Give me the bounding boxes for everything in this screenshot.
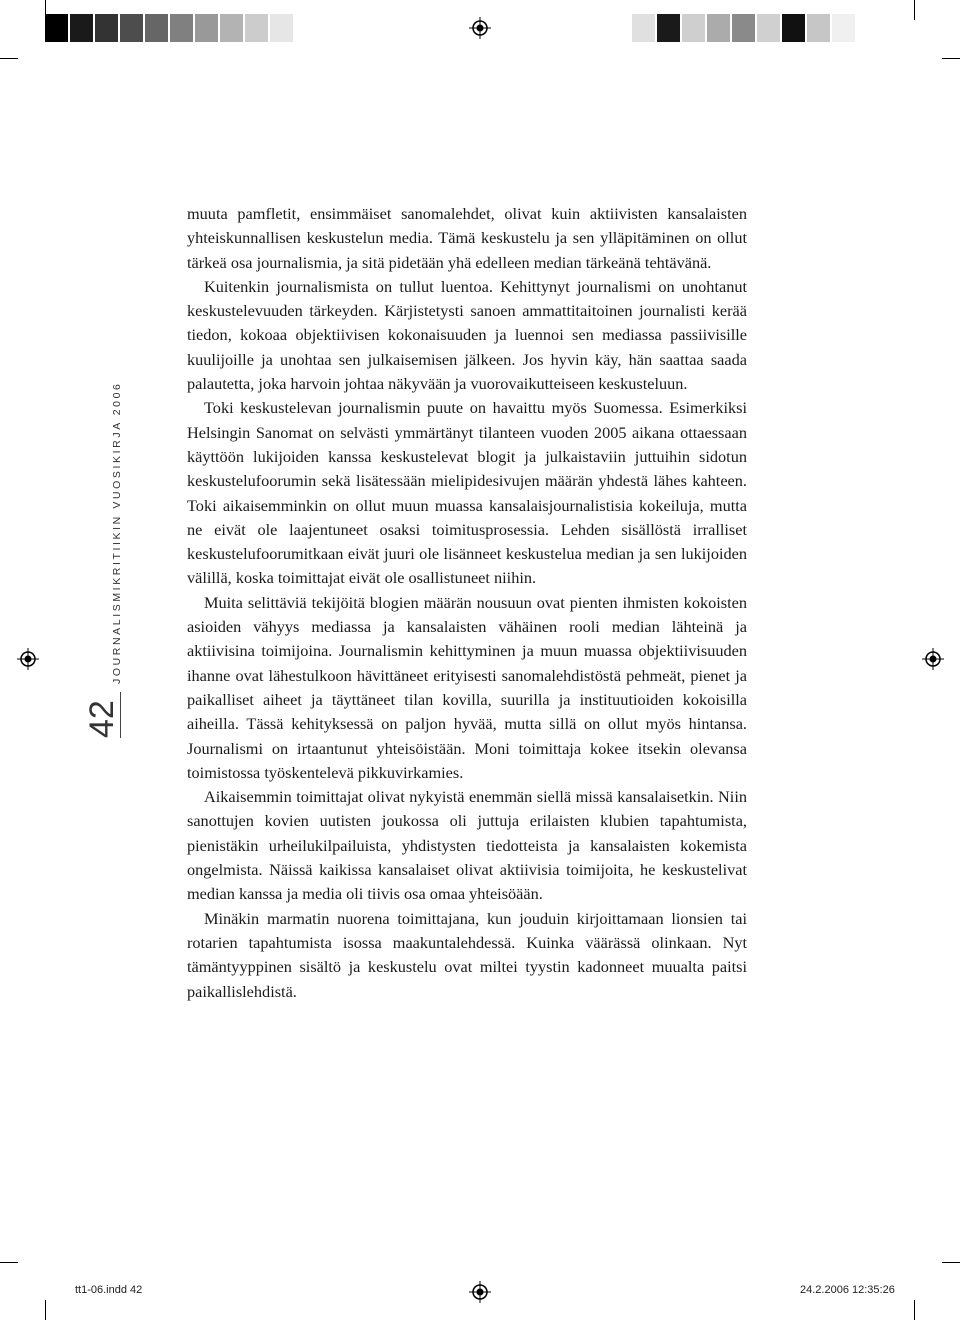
color-swatch (757, 14, 780, 42)
color-swatch (70, 14, 93, 42)
color-swatch (782, 14, 805, 42)
color-swatch (120, 14, 143, 42)
color-swatch (632, 14, 655, 42)
paragraph: Toki keskustelevan journalismin puute on havaittu myös Suomessa. Esimerkiksi Helsingin Sanomat on selvästi ymmärtänyt tilanteen vuoden 2005 aikana ottaessaan käyttöön lukijoiden kanssa keskustelevat blogit ja julkaistaviin juttuihin sidotun keskustelufoorumin sekä lisätessään mielipidesivujen määrän yhdestä lähes kahteen. Toki aikaisemminkin on ollut muun muassa kansalaisjournalistisia kokeiluja, mutta ne eivät ole laajentuneet osaksi toimitusprosessia. Lehden sisällöstä irralliset keskustelufoorumitkaan eivät juuri ole lisänneet keskustelua median ja sen lukijoiden välillä, koska toimittajat eivät ole osallistuneet niihin. (187, 398, 747, 588)
crop-mark (914, 0, 915, 20)
crop-mark (942, 1262, 960, 1263)
paragraph: Kuitenkin journalismista on tullut luentoa. Kehittynyt journalismi on unohtanut keskustelevuuden tärkeyden. Kärjistetysti sanoen ammattitaitoinen journalisti kerää tiedon, kokoaa objektiivisen kokonaisuuden ja luennoi sen mediassa passiivisille kuulijoille ja unohtaa sen julkaisemisen jälkeen. Jos hyvin käy, hän saattaa saada palautetta, joka harvoin johtaa näkyvään ja vuorovaikutteiseen keskusteluun. (187, 276, 747, 394)
color-swatch (245, 14, 268, 42)
crop-mark (914, 1300, 915, 1320)
color-swatch (657, 14, 680, 42)
color-swatch (170, 14, 193, 42)
paragraph: Muita selittäviä tekijöitä blogien määrän nousuun ovat pienten ihmisten kokoisten asioiden vähyys mediassa ja kansalaisten vähäinen rooli median lähteinä ja aktiivisina toimijoina. Journalismin kehittyminen ja muun muassa objektiivisuuden ihanne ovat lähestulkoon hävittäneet erityisesti sanomalehdistöstä pehmeät, pienet ja paikalliset aiheet ja täyttäneet tilan kovilla, suurilla ja instituutioiden kokoisilla aiheilla. Tässä kehityksessä on paljon hyvää, mutta sillä on ollut myös hintansa. Journalismi on irtaantunut yhteisöistään. Moni toimittaja kokee itsekin olevansa toimistossa työskentelevä pikkuvirkamies. (187, 592, 747, 782)
crop-mark (942, 58, 960, 59)
color-swatch (732, 14, 755, 42)
file-slug: tt1-06.indd 42 (75, 1284, 143, 1296)
registration-mark-icon (469, 1281, 491, 1303)
color-swatch (195, 14, 218, 42)
color-swatch (857, 14, 880, 42)
running-header: JOURNALISMIKRITIIKIN VUOSIKIRJA 2006 (111, 381, 123, 684)
crop-mark (45, 0, 46, 20)
paragraph: Minäkin marmatin nuorena toimittajana, kun jouduin kirjoittamaan lionsien tai rotarien tapahtumista isossa maakuntalehdessä. Kuinka väärässä olinkaan. Nyt tämäntyyppinen sisältö ja keskustelu ovat miltei tyystin kadonneet muualta paitsi paikallislehdistä. (187, 908, 747, 1001)
color-bar-left (45, 14, 320, 42)
crop-mark (45, 1300, 46, 1320)
color-swatch (295, 14, 318, 42)
color-swatch (95, 14, 118, 42)
color-swatch (145, 14, 168, 42)
body-text (187, 202, 747, 1004)
color-swatch (832, 14, 855, 42)
registration-mark-icon (922, 648, 944, 670)
registration-mark-icon (17, 648, 39, 670)
color-swatch (707, 14, 730, 42)
print-timestamp: 24.2.2006 12:35:26 (800, 1284, 895, 1296)
crop-mark (0, 58, 18, 59)
paragraph: Aikaisemmin toimittajat olivat nykyistä enemmän siellä missä kansalaisetkin. Niin sanottujen kovien uutisten joukossa oli juttuja erilaisten klubien tapahtumista, pienistäkin urheilukilpailuista, yhdistysten tiedotteista ja kansalaisten kokemista ongelmista. Näissä kaikissa kansalaiset olivat aktiivisia toimijoita, he keskustelivat median kanssa ja media oli tiivis osa omaa yhteisöään. (187, 787, 747, 904)
color-bar-right (632, 14, 882, 42)
color-swatch (45, 14, 68, 42)
paragraph: muuta pamfletit, ensimmäiset sanomalehdet, olivat kuin aktiivisten kansalaisten yhteiskunnallisen keskustelun media. Tämä keskustelu ja sen ylläpitäminen on ollut tärkeä osa journalismia, ja sitä pidetään yhä edelleen median tärkeänä tehtävänä. (187, 204, 747, 272)
page-number: 42 (83, 700, 121, 738)
color-swatch (220, 14, 243, 42)
color-swatch (682, 14, 705, 42)
registration-mark-icon (469, 17, 491, 39)
crop-mark (0, 1262, 18, 1263)
color-swatch (270, 14, 293, 42)
color-swatch (807, 14, 830, 42)
